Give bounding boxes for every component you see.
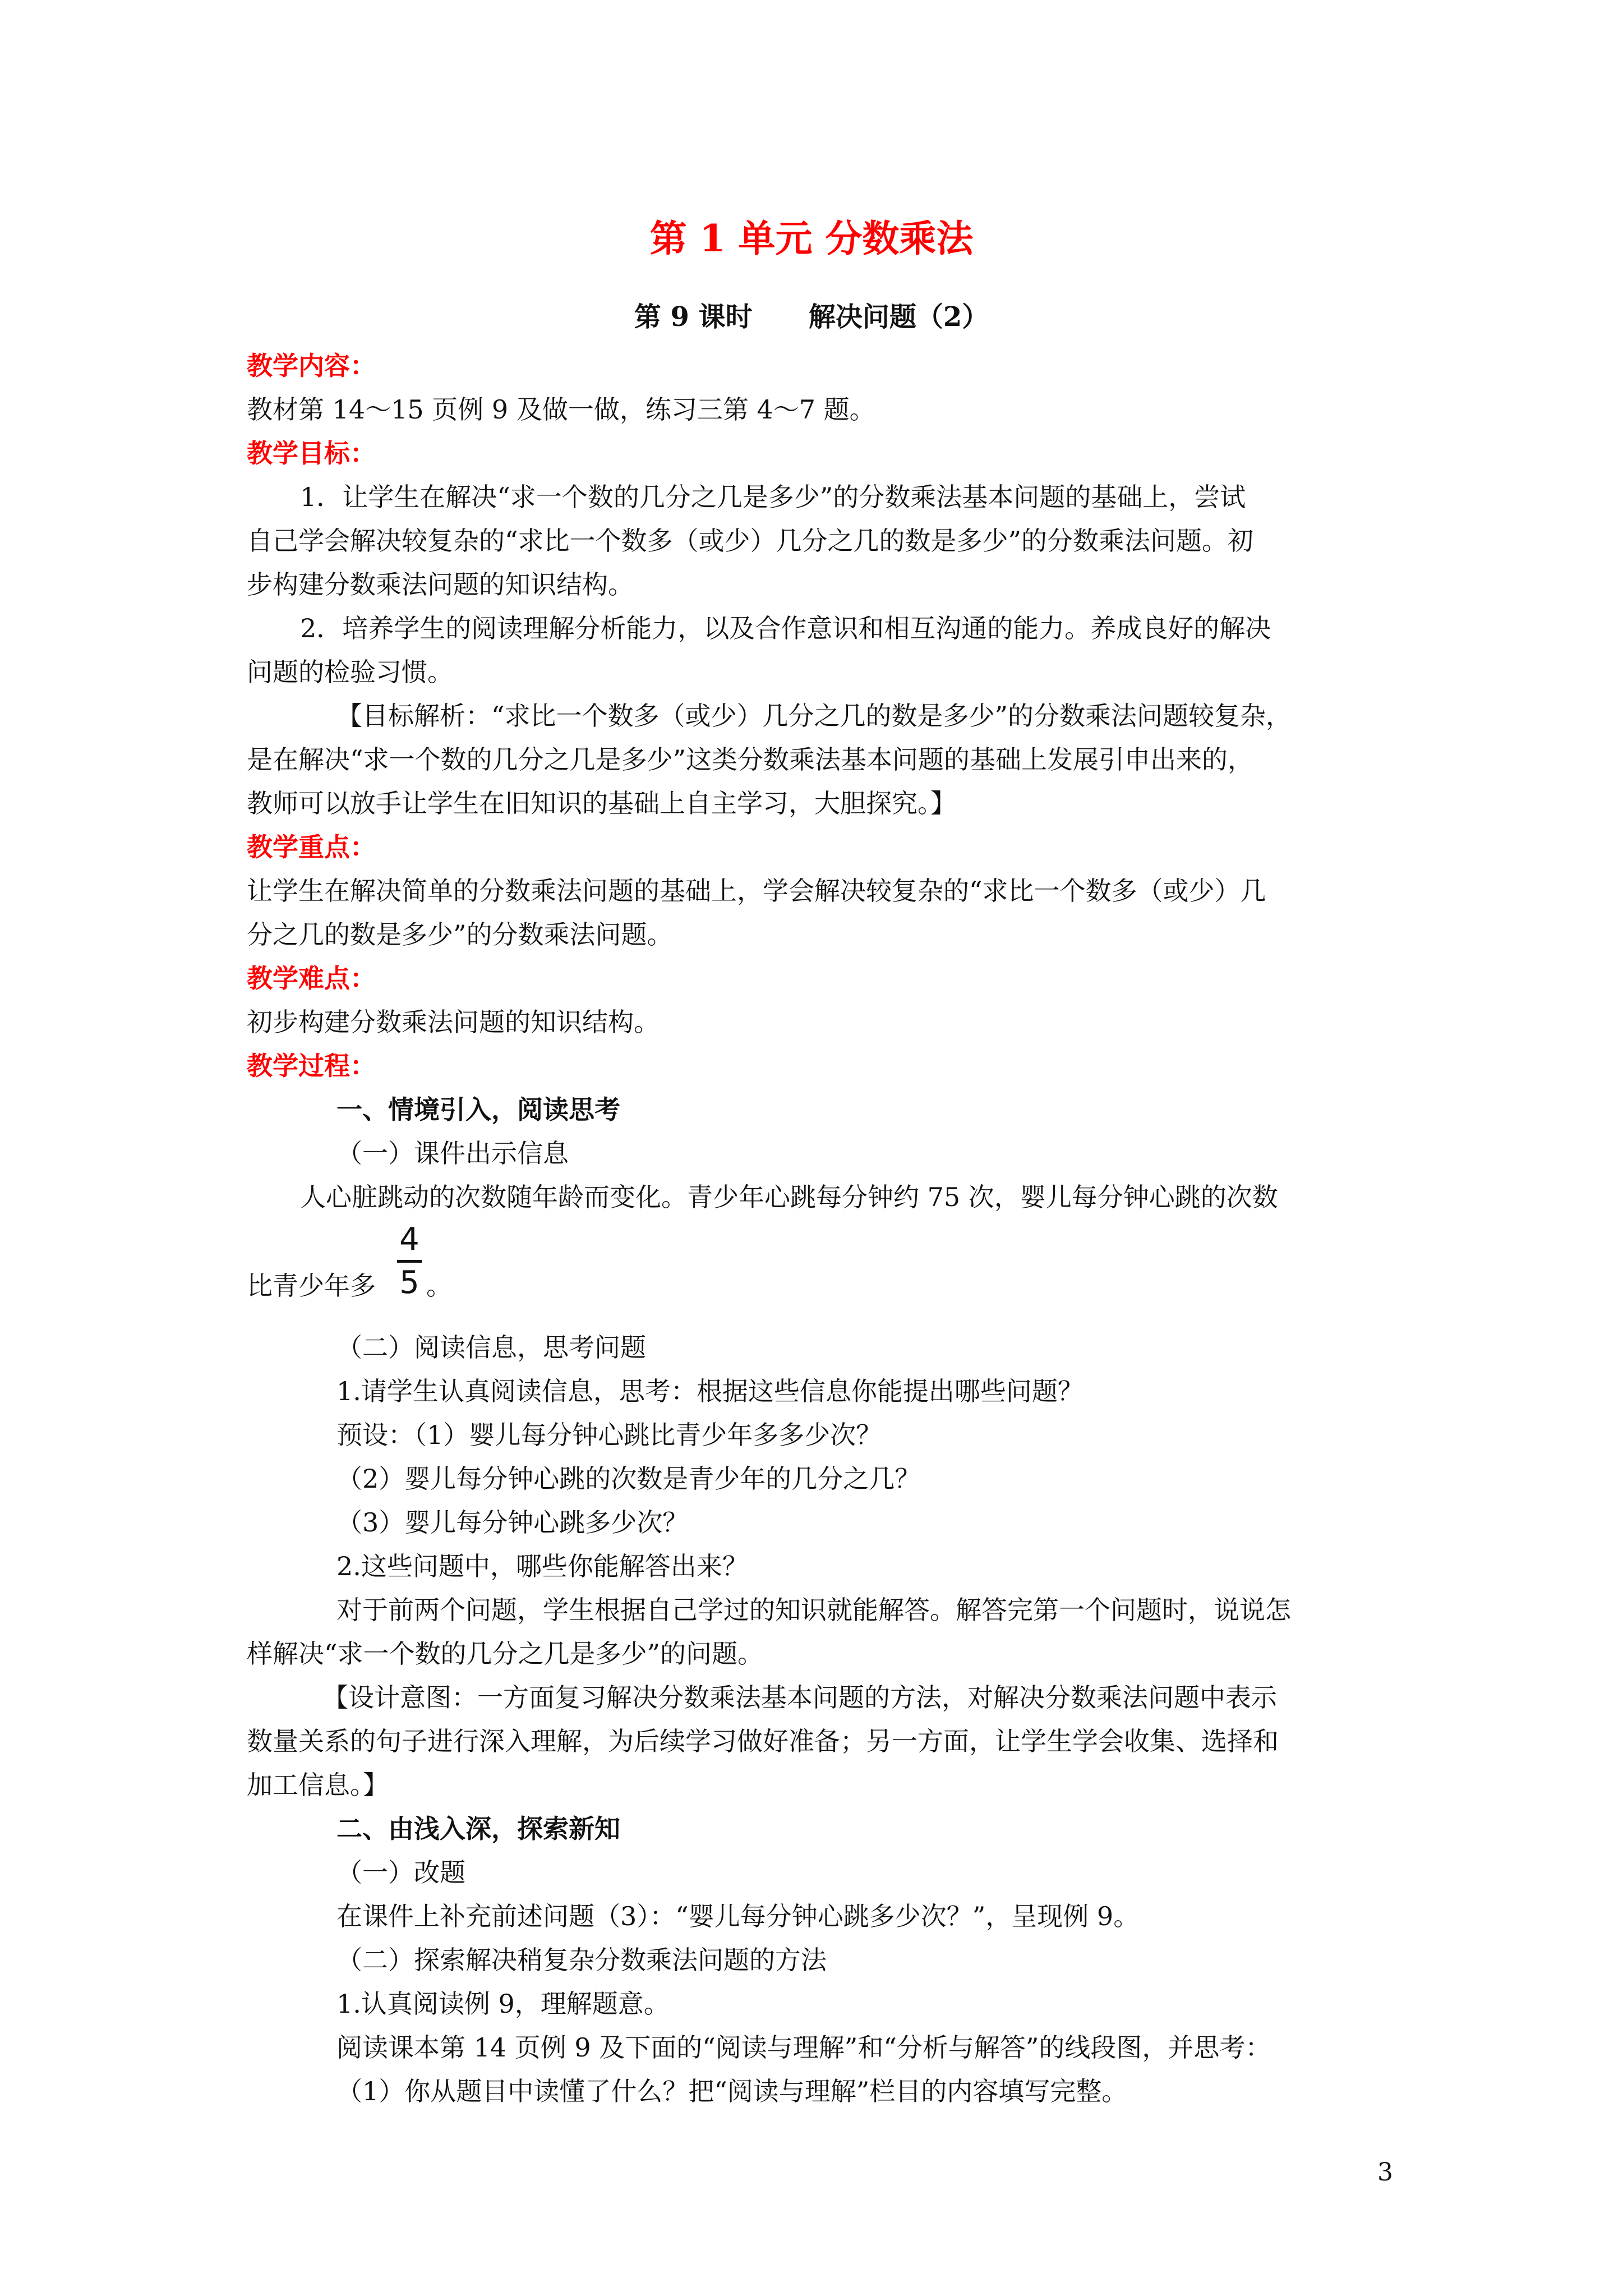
info-line1: 人心脏跳动的次数随年龄而变化。青少年心跳每分钟约 75 次，婴儿每分钟心跳的次数 — [300, 1182, 1278, 1212]
answer-line2: 样解决“求一个数的几分之几是多少”的问题。 — [247, 1639, 764, 1669]
unit-title: 第 1 单元 分数乘法 — [649, 217, 974, 260]
analysis-line2: 是在解决“求一个数的几分之几是多少”这类分数乘法基本问题的基础上发展引申出来的， — [247, 744, 1254, 775]
analysis-line1: 【目标解析：“求比一个数多（或少）几分之几的数是多少”的分数乘法问题较复杂， — [336, 701, 1292, 731]
part1-heading: 一、情境引入，阅读思考 — [336, 1094, 620, 1125]
step1-1: （一）课件出示信息 — [336, 1138, 569, 1168]
goal2-line1: 2．培养学生的阅读理解分析能力，以及合作意识和相互沟通的能力。养成良好的解决 — [300, 613, 1271, 643]
fraction-four-fifths — [395, 1223, 423, 1300]
fraction-denominator: 5 — [399, 1264, 419, 1301]
question-1: 1.请学生认真阅读信息，思考：根据这些信息你能提出哪些问题？ — [336, 1376, 1083, 1406]
difficulty-text: 初步构建分数乘法问题的知识结构。 — [247, 1007, 660, 1037]
lesson-title: 第 9 课时 解决问题（2） — [634, 301, 989, 333]
step2-2: （二）探索解决稍复杂分数乘法问题的方法 — [336, 1945, 827, 1975]
fraction-bar — [397, 1260, 422, 1263]
step2-1-text: 在课件上补充前述问题（3）：“婴儿每分钟心跳多少次？”，呈现例 9。 — [336, 1901, 1140, 1931]
read-line: 阅读课本第 14 页例 9 及下面的“阅读与理解”和“分析与解答”的线段图，并思考： — [336, 2032, 1271, 2063]
design-line1: 【设计意图：一方面复习解决分数乘法基本问题的方法，对解决分数乘法问题中表示 — [322, 1682, 1277, 1713]
process-heading: 教学过程： — [247, 1051, 376, 1081]
goals-heading: 教学目标： — [247, 438, 376, 468]
difficulty-heading: 教学难点： — [247, 963, 376, 993]
key-heading: 教学重点： — [247, 832, 376, 862]
info-line2-prefix: 比青少年多 — [247, 1271, 376, 1301]
goal1-line1: 1．让学生在解决“求一个数的几分之几是多少”的分数乘法基本问题的基础上，尝试 — [300, 482, 1246, 512]
answer-line1: 对于前两个问题，学生根据自己学过的知识就能解答。解答完第一个问题时，说说怎 — [336, 1595, 1291, 1625]
key-line1: 让学生在解决简单的分数乘法问题的基础上，学会解决较复杂的“求比一个数多（或少）几 — [247, 876, 1266, 906]
step1-2: （二）阅读信息，思考问题 — [336, 1332, 646, 1363]
read-question-1: （1）你从题目中读懂了什么？把“阅读与理解”栏目的内容填写完整。 — [336, 2076, 1128, 2106]
step2-1: （一）改题 — [336, 1857, 465, 1888]
goal1-line3: 步构建分数乘法问题的知识结构。 — [247, 569, 634, 600]
preset-1: 预设：（1）婴儿每分钟心跳比青少年多多少次？ — [336, 1420, 882, 1450]
page-number: 3 — [1377, 2158, 1393, 2187]
preset-3: （3）婴儿每分钟心跳多少次？ — [336, 1507, 689, 1538]
read-1: 1.认真阅读例 9，理解题意。 — [336, 1989, 670, 2019]
content-text: 教材第 14～15 页例 9 及做一做，练习三第 4～7 题。 — [247, 394, 875, 425]
content-heading: 教学内容： — [247, 351, 376, 381]
design-line3: 加工信息。】 — [247, 1770, 389, 1800]
key-line2: 分之几的数是多少”的分数乘法问题。 — [247, 919, 673, 950]
design-line2: 数量关系的句子进行深入理解，为后续学习做好准备；另一方面，让学生学会收集、选择和 — [247, 1726, 1279, 1756]
fraction-numerator: 4 — [399, 1221, 419, 1258]
info-line2-suffix: 。 — [426, 1271, 452, 1301]
goal1-line2: 自己学会解决较复杂的“求比一个数多（或少）几分之几的数是多少”的分数乘法问题。初 — [247, 526, 1254, 556]
preset-2: （2）婴儿每分钟心跳的次数是青少年的几分之几？ — [336, 1464, 921, 1494]
goal2-line2: 问题的检验习惯。 — [247, 657, 453, 687]
part2-heading: 二、由浅入深，探索新知 — [336, 1814, 620, 1844]
analysis-line3: 教师可以放手让学生在旧知识的基础上自主学习，大胆探究。】 — [247, 788, 956, 818]
question-2: 2.这些问题中，哪些你能解答出来？ — [336, 1551, 748, 1581]
